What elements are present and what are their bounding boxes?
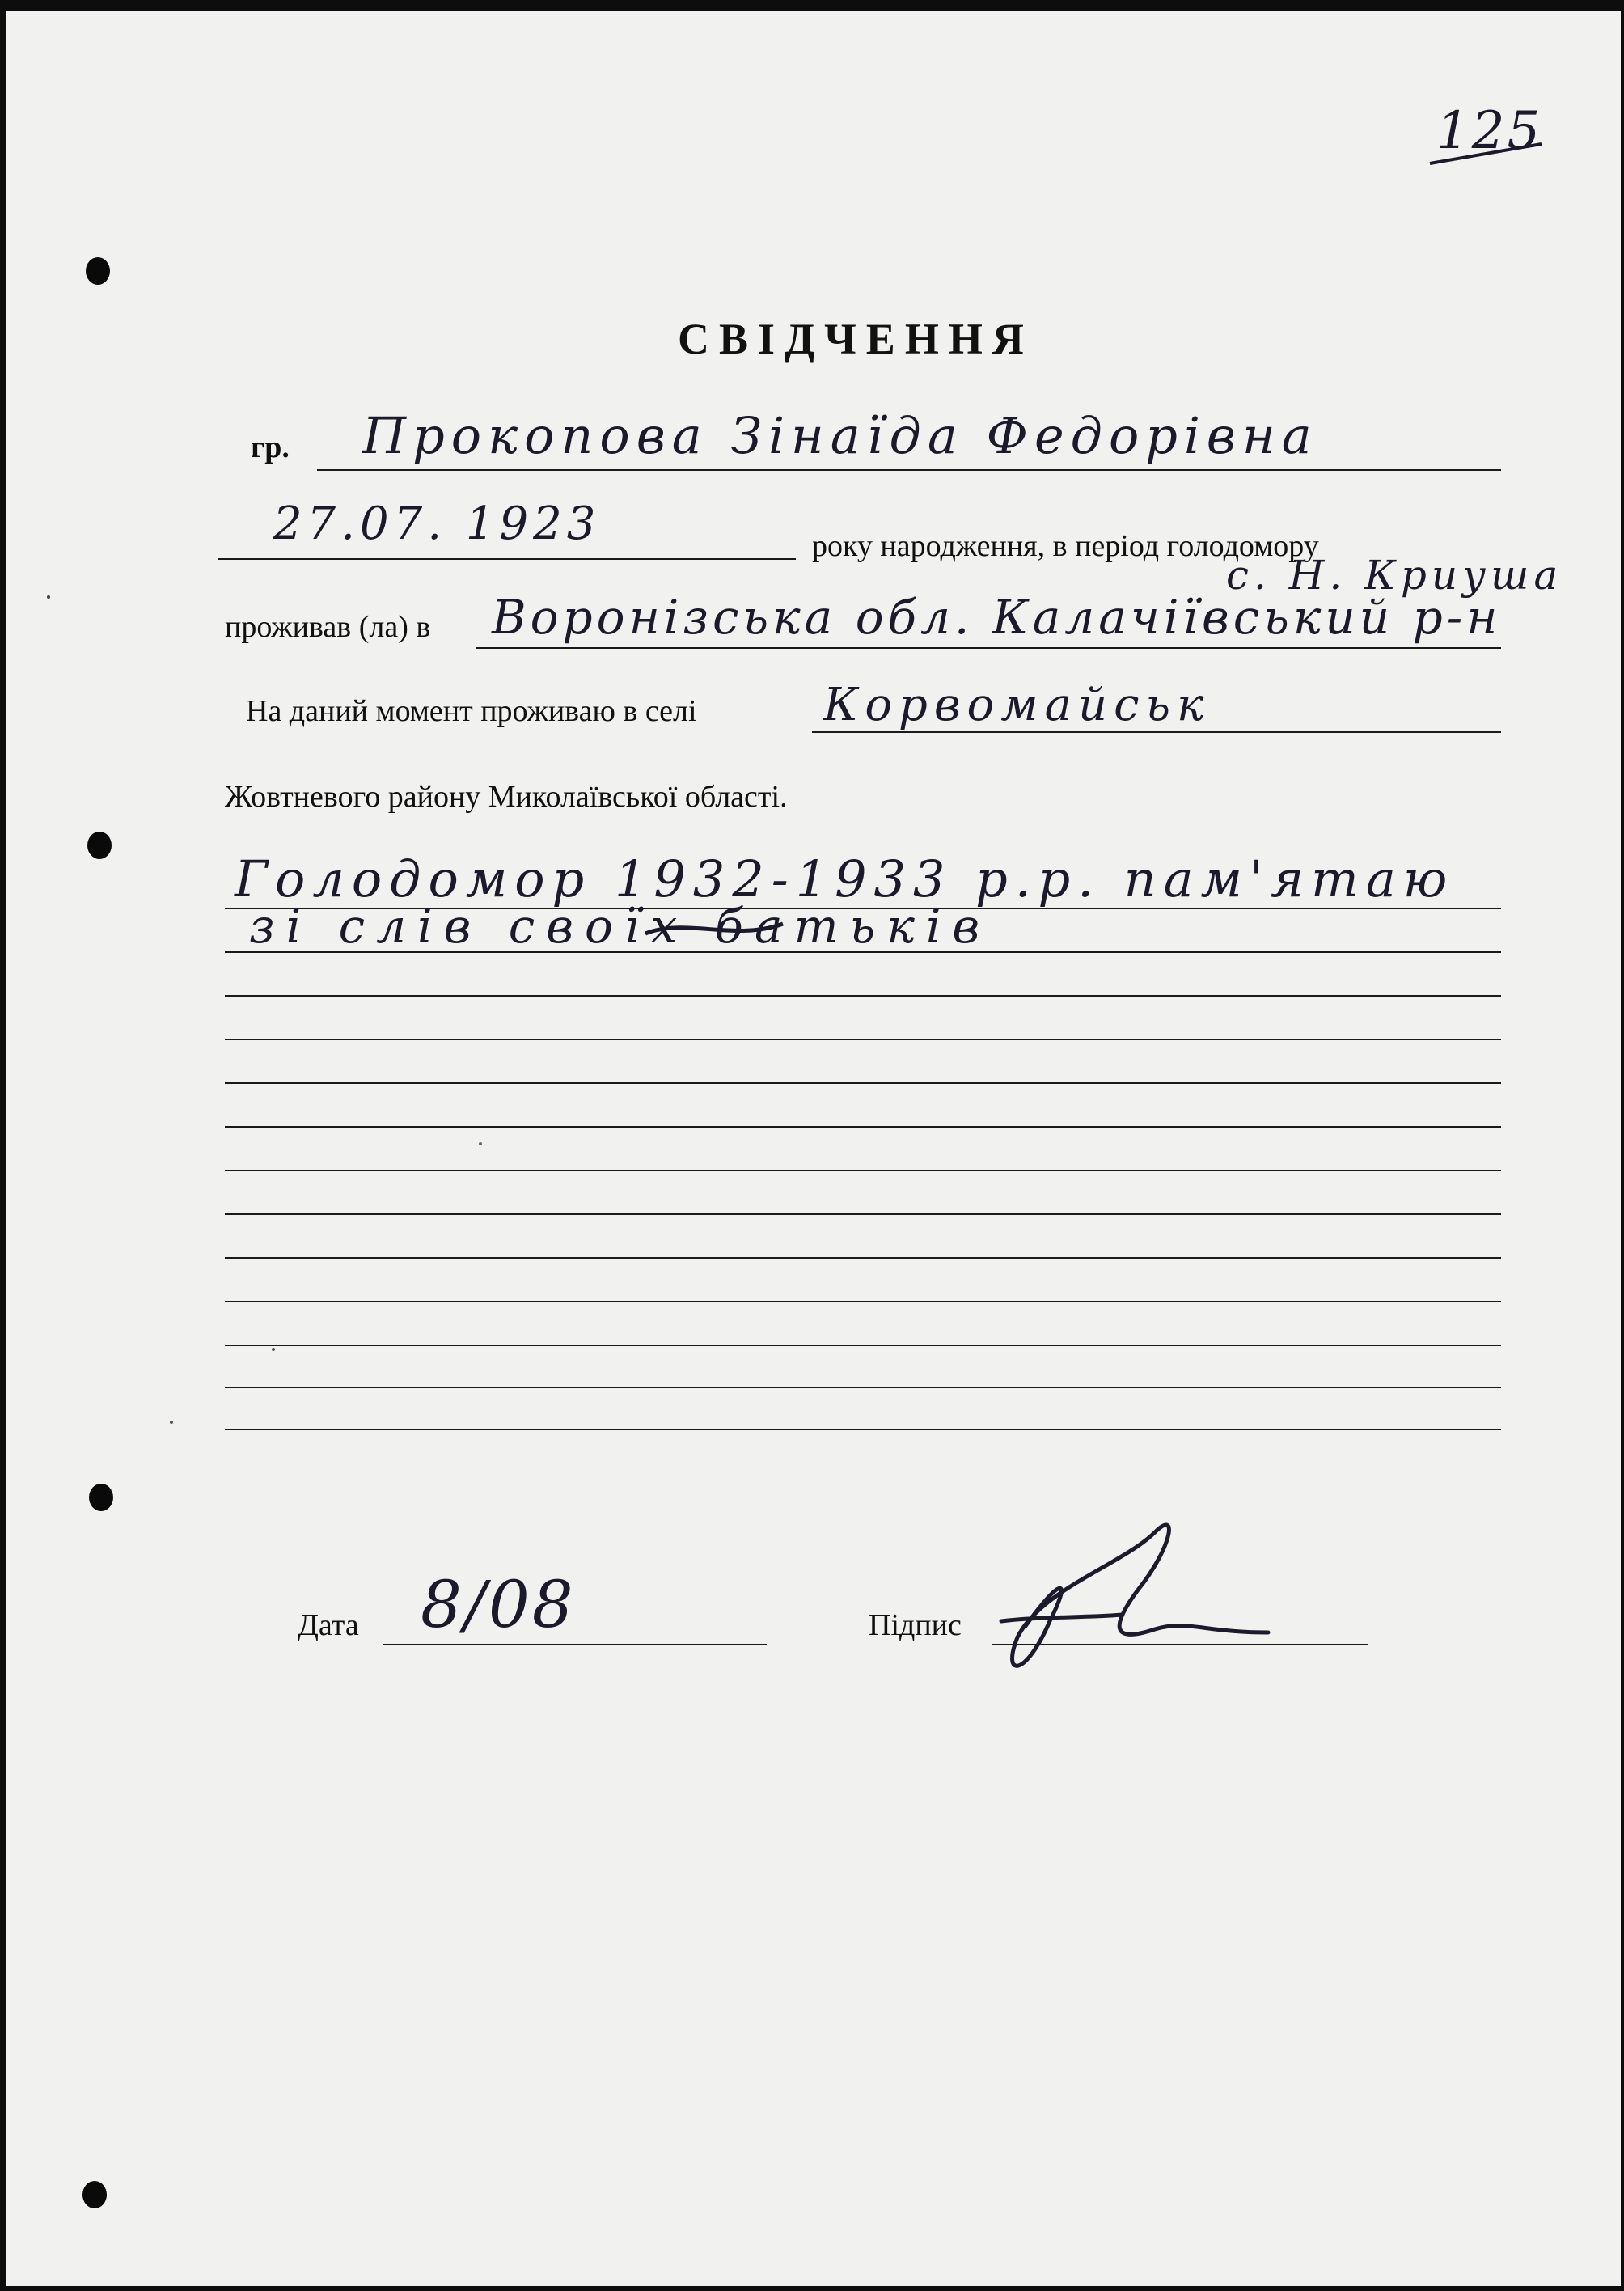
page-number-underline (1430, 144, 1542, 163)
handwritten-current-village: Корвомайськ (823, 679, 1211, 731)
document-title: СВІДЧЕННЯ (678, 315, 1034, 363)
handwritten-village-insert: с. Н. Криуша (1226, 552, 1563, 599)
lived-in-label: проживав (ла) в (225, 610, 431, 644)
speck (272, 1348, 275, 1351)
document-page (6, 11, 1621, 2286)
handwritten-full-name: Прокопова Зінаїда Федорівна (362, 406, 1318, 465)
handwritten-date: 8/08 (421, 1567, 576, 1642)
date-label: Дата (298, 1608, 359, 1642)
handwritten-signature (1001, 1525, 1268, 1666)
district-label: Жовтневого району Миколаївської області. (225, 780, 788, 814)
handwritten-birth-date: 27.07. 1923 (273, 498, 601, 550)
ink-marks (6, 11, 1621, 2286)
signature-label: Підпис (869, 1608, 962, 1642)
citizen-label: гр. (251, 430, 290, 464)
speck (170, 1421, 173, 1424)
handwritten-testimony-line-2: зі слів своїх батьків (249, 899, 992, 954)
page-number: 125 (1436, 101, 1543, 161)
speck (47, 595, 50, 599)
handwritten-testimony-line-1: Голодомор 1932-1933 р.р. пам'ятаю (235, 849, 1455, 908)
strikethrough-mark (645, 924, 783, 934)
speck (479, 1142, 482, 1146)
current-residence-label: На даний момент проживаю в селі (246, 694, 697, 728)
birth-year-label: року народження, в період голодомору (812, 529, 1319, 563)
handwritten-former-residence: Воронізська обл. Калачіївський р-н (492, 590, 1502, 645)
